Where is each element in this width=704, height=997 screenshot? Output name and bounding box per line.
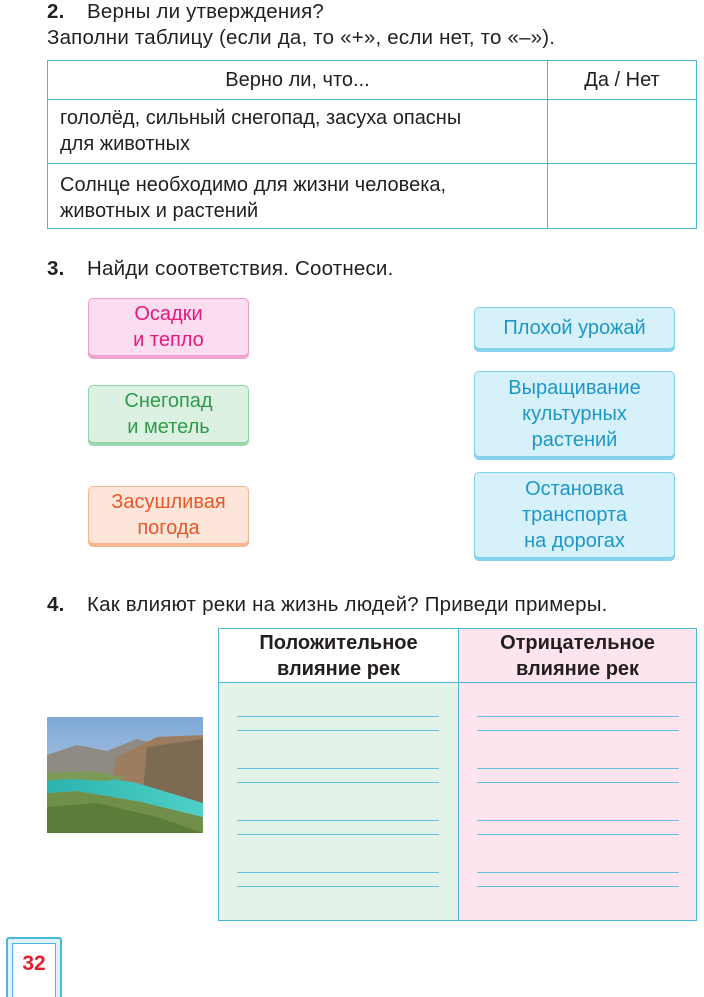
header-statement: Верно ли, что... — [225, 69, 370, 91]
page-number-tab — [6, 937, 62, 997]
writing-line — [477, 872, 679, 873]
writing-line — [237, 768, 439, 769]
writing-line — [237, 820, 439, 821]
positive-header-text: Положительное влияние рек — [259, 632, 418, 680]
task4-number: 4. — [47, 593, 65, 616]
row-statement-line1: гололёд, сильный снегопад, засуха опасны — [60, 107, 462, 129]
column-divider — [547, 61, 548, 228]
positive-answer-area[interactable] — [219, 683, 458, 920]
writing-line — [237, 730, 439, 731]
negative-header — [459, 629, 696, 683]
negative-header-text: Отрицательное влияние рек — [500, 632, 655, 680]
task2-table-header — [48, 61, 696, 100]
match-card-crop-growing[interactable]: Выращивание культурных растений — [474, 371, 675, 457]
row-statement-line2: для животных — [60, 133, 190, 155]
task4-question: Как влияют реки на жизнь людей? Приведи примеры. — [87, 593, 608, 616]
task3-question: Найди соответствия. Соотнеси. — [87, 257, 394, 280]
task2-question: Верны ли утверждения? — [87, 0, 324, 23]
match-card-poor-harvest[interactable]: Плохой урожай — [474, 307, 675, 349]
positive-header — [219, 629, 458, 683]
writing-line — [237, 834, 439, 835]
match-card-snowstorm[interactable]: Снегопад и метель — [88, 385, 249, 443]
header-answer: Да / Нет — [584, 69, 660, 91]
row-statement-line2: животных и растений — [60, 200, 259, 222]
page-number: 32 — [12, 943, 56, 997]
match-card-transport-stop[interactable]: Остановка транспорта на дорогах — [474, 472, 675, 558]
task3-heading — [47, 257, 393, 281]
task2-instruction: Заполни таблицу (если да, то «+», если нет, то «–»). — [47, 26, 556, 49]
answer-cell[interactable] — [548, 164, 696, 228]
writing-line — [477, 886, 679, 887]
writing-line — [477, 782, 679, 783]
river-photo — [47, 717, 203, 833]
writing-line — [477, 730, 679, 731]
writing-line — [477, 716, 679, 717]
row-statement-line1: Солнце необходимо для жизни человека, — [60, 174, 447, 196]
task2-heading — [47, 0, 324, 24]
answer-cell[interactable] — [548, 100, 696, 163]
task2-number: 2. — [47, 0, 65, 23]
match-card-drought[interactable]: Засушливая погода — [88, 486, 249, 544]
writing-line — [477, 834, 679, 835]
writing-line — [237, 872, 439, 873]
negative-answer-area[interactable] — [459, 683, 696, 920]
writing-line — [477, 820, 679, 821]
negative-column — [459, 629, 696, 920]
task4-table — [218, 628, 697, 921]
writing-line — [237, 716, 439, 717]
writing-line — [237, 886, 439, 887]
positive-column — [219, 629, 459, 920]
task4-heading — [47, 593, 608, 617]
task3-number: 3. — [47, 257, 65, 280]
table-row — [48, 100, 696, 164]
river-landscape-image — [47, 717, 203, 833]
match-card-precipitation[interactable]: Осадки и тепло — [88, 298, 249, 356]
writing-line — [237, 782, 439, 783]
table-row — [48, 164, 696, 228]
writing-line — [477, 768, 679, 769]
task2-table — [47, 60, 697, 229]
